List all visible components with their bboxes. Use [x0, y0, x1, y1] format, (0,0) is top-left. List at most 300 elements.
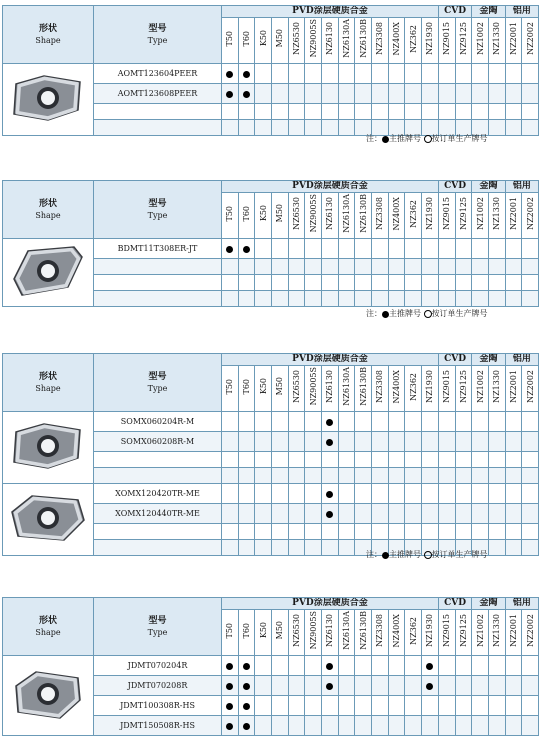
grade-table-2: [2, 180, 538, 307]
grade-cell-nz1002: [472, 412, 489, 432]
grade-cell-nz9015: [438, 656, 455, 676]
group-header-al: 铝用: [505, 354, 538, 366]
grade-cell-t60: [238, 656, 255, 676]
grade-table-1: [2, 5, 538, 136]
grade-cell-t50: [222, 468, 239, 484]
recommended-dot-icon: [243, 683, 250, 690]
grade-label: NZ6530: [292, 22, 302, 55]
grade-cell-nz9005s: [305, 412, 322, 432]
grade-cell-nz6530: [288, 412, 305, 432]
grade-header-k50: [255, 193, 272, 239]
grade-cell-nz6530: [288, 484, 305, 504]
note-recommended: 主推牌号: [389, 550, 421, 559]
grade-cell-t50: [222, 676, 239, 696]
grade-cell-nz6130a: [338, 64, 355, 84]
grade-cell-nz2002: [522, 84, 539, 104]
grade-cell-k50: [255, 104, 272, 120]
grade-header-nz362: [405, 18, 422, 64]
grade-header-nz6130: [322, 18, 339, 64]
grade-header-nz400x: [388, 366, 405, 412]
grade-cell-nz9005s: [305, 64, 322, 84]
type-cell: [94, 452, 222, 468]
type-cell: [94, 275, 222, 291]
grade-cell-nz362: [405, 452, 422, 468]
grade-cell-t50: [222, 239, 239, 259]
grade-cell-nz3308: [372, 504, 389, 524]
grade-cell-nz6130a: [338, 432, 355, 452]
grade-cell-nz362: [405, 84, 422, 104]
grade-cell-nz6130: [322, 468, 339, 484]
grade-cell-nz6130: [322, 291, 339, 307]
grade-cell-k50: [255, 120, 272, 136]
grade-header-t50: [222, 18, 239, 64]
grade-header-nz6130: [322, 610, 339, 656]
grade-cell-nz9015: [438, 504, 455, 524]
grade-label: NZ1930: [425, 197, 435, 230]
grade-header-nz6130b: [355, 610, 372, 656]
grade-header-nz6130: [322, 193, 339, 239]
grade-cell-nz1002: [472, 468, 489, 484]
grade-label: M50: [275, 29, 285, 48]
grade-cell-nz9125: [455, 64, 472, 84]
recommended-dot-icon: [243, 663, 250, 670]
type-cell: XOMX120420TR-ME: [94, 484, 222, 504]
type-cell: [94, 291, 222, 307]
grade-label: NZ1002: [475, 22, 485, 55]
grade-cell-nz2002: [522, 468, 539, 484]
grade-cell-nz1002: [472, 84, 489, 104]
grade-cell-nz6130b: [355, 432, 372, 452]
grade-cell-nz6130b: [355, 259, 372, 275]
grade-cell-nz9125: [455, 452, 472, 468]
grade-cell-nz6530: [288, 676, 305, 696]
grade-cell-nz3308: [372, 656, 389, 676]
grade-cell-nz6530: [288, 504, 305, 524]
grade-header-nz3308: [372, 193, 389, 239]
grade-cell-nz2002: [522, 656, 539, 676]
grade-cell-t60: [238, 432, 255, 452]
grade-cell-t50: [222, 656, 239, 676]
shape-header: [3, 598, 94, 656]
grade-cell-nz6130b: [355, 524, 372, 540]
recommended-dot-icon: [226, 663, 233, 670]
grade-cell-nz9015: [438, 484, 455, 504]
recommended-dot-icon: [326, 439, 333, 446]
grade-label: T50: [225, 205, 235, 222]
grade-cell-nz9015: [438, 696, 455, 716]
filled-dot-icon: [382, 311, 389, 318]
grade-header-nz2002: [522, 366, 539, 412]
grade-cell-nz6530: [288, 291, 305, 307]
grade-cell-nz400x: [388, 275, 405, 291]
grade-label: NZ3308: [375, 22, 385, 55]
grade-header-nz362: [405, 366, 422, 412]
grade-cell-nz9125: [455, 259, 472, 275]
grade-header-nz3308: [372, 610, 389, 656]
grade-cell-nz362: [405, 524, 422, 540]
grade-cell-nz6130: [322, 239, 339, 259]
grade-cell-nz2002: [522, 432, 539, 452]
grade-label: K50: [258, 378, 268, 395]
recommended-dot-icon: [326, 511, 333, 518]
grade-label: NZ9015: [442, 614, 452, 647]
grade-header-nz9125: [455, 193, 472, 239]
grade-cell-nz2002: [522, 259, 539, 275]
grade-cell-nz6130: [322, 656, 339, 676]
type-cell: [94, 104, 222, 120]
grade-label: NZ6130: [325, 370, 335, 403]
grade-cell-nz2001: [505, 696, 522, 716]
grade-cell-m50: [272, 259, 289, 275]
grade-header-t50: [222, 610, 239, 656]
grade-label: NZ9015: [442, 197, 452, 230]
legend-note: [366, 308, 488, 319]
group-header-pvd: PVD涂层硬质合金: [222, 354, 439, 366]
grade-header-nz362: [405, 610, 422, 656]
grade-cell-m50: [272, 104, 289, 120]
grade-header-nz6530: [288, 366, 305, 412]
grade-cell-nz6130a: [338, 468, 355, 484]
type-cell: XOMX120440TR-ME: [94, 504, 222, 524]
group-header-cermet: 金陶: [472, 598, 505, 610]
grade-cell-nz2002: [522, 540, 539, 556]
type-header: [94, 354, 222, 412]
grade-cell-t50: [222, 104, 239, 120]
grade-cell-nz9015: [438, 676, 455, 696]
grade-cell-nz6530: [288, 120, 305, 136]
grade-table-4: [2, 597, 538, 736]
grade-cell-nz1002: [472, 524, 489, 540]
grade-cell-k50: [255, 484, 272, 504]
grade-cell-nz1930: [422, 468, 439, 484]
grade-cell-nz1930: [422, 656, 439, 676]
grade-cell-m50: [272, 504, 289, 524]
grade-cell-nz1930: [422, 275, 439, 291]
grade-cell-nz6130b: [355, 275, 372, 291]
grade-cell-nz362: [405, 239, 422, 259]
grade-cell-nz6130: [322, 504, 339, 524]
grade-cell-m50: [272, 484, 289, 504]
grade-cell-nz6130a: [338, 412, 355, 432]
grade-cell-k50: [255, 468, 272, 484]
grade-cell-nz6130a: [338, 120, 355, 136]
type-cell: AOMT123604PEER: [94, 64, 222, 84]
grade-cell-nz6130a: [338, 259, 355, 275]
type-cell: [94, 120, 222, 136]
grade-cell-t60: [238, 239, 255, 259]
grade-label: NZ2002: [525, 370, 535, 403]
grade-label: NZ362: [408, 616, 418, 645]
type-cell: [94, 259, 222, 275]
grade-label: NZ6530: [292, 370, 302, 403]
type-header-en: Type: [147, 35, 168, 45]
grade-cell-nz3308: [372, 104, 389, 120]
grade-cell-nz6530: [288, 84, 305, 104]
grade-cell-t50: [222, 291, 239, 307]
grade-cell-nz9005s: [305, 504, 322, 524]
grade-cell-t60: [238, 676, 255, 696]
grade-label: NZ1002: [475, 614, 485, 647]
grade-cell-nz400x: [388, 239, 405, 259]
grade-header-nz9005s: [305, 18, 322, 64]
recommended-dot-icon: [426, 683, 433, 690]
type-cell: JDMT070204R: [94, 656, 222, 676]
shape-header-en: Shape: [35, 383, 61, 393]
grade-cell-k50: [255, 696, 272, 716]
grade-cell-nz2001: [505, 468, 522, 484]
grade-cell-nz2001: [505, 120, 522, 136]
grade-cell-nz9005s: [305, 120, 322, 136]
grade-cell-nz3308: [372, 291, 389, 307]
grade-label: NZ3308: [375, 197, 385, 230]
grade-header-t60: [238, 193, 255, 239]
grade-cell-k50: [255, 676, 272, 696]
grade-cell-nz6130: [322, 452, 339, 468]
grade-cell-k50: [255, 540, 272, 556]
grade-cell-nz9015: [438, 84, 455, 104]
grade-cell-nz2001: [505, 676, 522, 696]
grade-header-nz1930: [422, 193, 439, 239]
grade-cell-m50: [272, 432, 289, 452]
type-header-en: Type: [147, 627, 168, 637]
grade-label: NZ9015: [442, 22, 452, 55]
grade-header-nz3308: [372, 366, 389, 412]
grade-cell-t50: [222, 696, 239, 716]
grade-label: NZ6130: [325, 614, 335, 647]
grade-cell-nz400x: [388, 468, 405, 484]
note-prefix: 注：: [366, 134, 382, 143]
grade-label: NZ2001: [508, 22, 518, 55]
grade-cell-nz3308: [372, 412, 389, 432]
grade-cell-nz6130a: [338, 239, 355, 259]
group-header-cvd: CVD: [438, 6, 471, 18]
grade-cell-k50: [255, 291, 272, 307]
grade-cell-nz2001: [505, 452, 522, 468]
grade-cell-nz9125: [455, 676, 472, 696]
grade-cell-nz2002: [522, 524, 539, 540]
recommended-dot-icon: [326, 663, 333, 670]
grade-cell-nz9015: [438, 64, 455, 84]
group-header-pvd: PVD涂层硬质合金: [222, 181, 439, 193]
grade-label: NZ1930: [425, 614, 435, 647]
group-header-cermet: 金陶: [472, 6, 505, 18]
grade-header-nz1002: [472, 18, 489, 64]
grade-cell-nz6130: [322, 432, 339, 452]
grade-label: NZ6130A: [342, 367, 352, 406]
table-row: [3, 64, 539, 84]
grade-label: NZ9125: [458, 614, 468, 647]
grade-cell-nz1930: [422, 84, 439, 104]
shape-header: [3, 6, 94, 64]
grade-cell-nz6130a: [338, 104, 355, 120]
hollow-dot-icon: [424, 135, 432, 143]
type-cell: SOMX060204R-M: [94, 412, 222, 432]
bdmt-insert-icon: [8, 284, 88, 303]
grade-cell-nz9125: [455, 84, 472, 104]
grade-cell-nz9125: [455, 484, 472, 504]
grade-label: NZ1002: [475, 197, 485, 230]
grade-cell-m50: [272, 524, 289, 540]
grade-cell-t60: [238, 484, 255, 504]
grade-cell-nz1002: [472, 484, 489, 504]
grade-label: NZ6130: [325, 22, 335, 55]
grade-cell-nz9005s: [305, 259, 322, 275]
grade-label: NZ6130B: [358, 367, 368, 406]
group-header-al: 铝用: [505, 6, 538, 18]
grade-cell-t50: [222, 504, 239, 524]
grade-cell-nz362: [405, 696, 422, 716]
grade-header-nz9005s: [305, 193, 322, 239]
group-header-cermet: 金陶: [472, 181, 505, 193]
grade-header-k50: [255, 18, 272, 64]
grade-cell-nz1330: [488, 656, 505, 676]
grade-cell-nz6130: [322, 412, 339, 432]
grade-cell-t60: [238, 64, 255, 84]
grade-label: NZ9005S: [308, 367, 318, 406]
filled-dot-icon: [382, 552, 389, 559]
grade-cell-t50: [222, 64, 239, 84]
grade-cell-nz9005s: [305, 524, 322, 540]
grade-cell-nz400x: [388, 452, 405, 468]
grade-cell-nz3308: [372, 432, 389, 452]
grade-cell-nz1930: [422, 104, 439, 120]
grade-cell-nz2001: [505, 504, 522, 524]
grade-cell-nz1002: [472, 504, 489, 524]
grade-cell-nz3308: [372, 64, 389, 84]
legend-note: [366, 133, 488, 144]
grade-header-t50: [222, 366, 239, 412]
grade-cell-t50: [222, 432, 239, 452]
grade-header-nz6530: [288, 18, 305, 64]
grade-cell-nz362: [405, 468, 422, 484]
note-prefix: 注：: [366, 309, 382, 318]
grade-cell-k50: [255, 275, 272, 291]
grade-cell-nz2001: [505, 84, 522, 104]
grade-cell-nz6130b: [355, 676, 372, 696]
grade-cell-t60: [238, 120, 255, 136]
grade-cell-m50: [272, 412, 289, 432]
type-header-en: Type: [147, 210, 168, 220]
grade-cell-m50: [272, 696, 289, 716]
note-on-order: 按订单生产牌号: [431, 134, 488, 143]
grade-cell-k50: [255, 239, 272, 259]
group-header-cvd: CVD: [438, 598, 471, 610]
grade-label: NZ2002: [525, 614, 535, 647]
grade-header-nz2002: [522, 610, 539, 656]
grade-label: K50: [258, 30, 268, 47]
grade-label: NZ362: [408, 199, 418, 228]
grade-cell-nz9015: [438, 432, 455, 452]
grade-header-nz6130b: [355, 366, 372, 412]
grade-cell-m50: [272, 468, 289, 484]
grade-cell-m50: [272, 275, 289, 291]
grade-cell-nz6130a: [338, 696, 355, 716]
grade-label: T60: [242, 622, 251, 639]
grade-cell-nz3308: [372, 468, 389, 484]
type-cell: JDMT100308R-HS: [94, 696, 222, 716]
table-row: [3, 412, 539, 432]
grade-cell-nz9015: [438, 412, 455, 432]
filled-dot-icon: [382, 136, 389, 143]
group-header-al: 铝用: [505, 181, 538, 193]
grade-cell-t60: [238, 524, 255, 540]
grade-cell-k50: [255, 259, 272, 275]
grade-header-t60: [238, 610, 255, 656]
grade-header-nz9005s: [305, 366, 322, 412]
grade-cell-nz1002: [472, 291, 489, 307]
grade-cell-nz362: [405, 259, 422, 275]
hollow-dot-icon: [424, 551, 432, 559]
grade-cell-nz362: [405, 64, 422, 84]
grade-header-m50: [272, 610, 289, 656]
grade-cell-nz1330: [488, 291, 505, 307]
grade-cell-nz400x: [388, 432, 405, 452]
grade-cell-k50: [255, 432, 272, 452]
grade-cell-nz6130b: [355, 656, 372, 676]
grade-cell-t50: [222, 540, 239, 556]
grade-cell-t60: [238, 84, 255, 104]
grade-cell-nz6130a: [338, 524, 355, 540]
type-cell: SOMX060208R-M: [94, 432, 222, 452]
grade-label: T60: [242, 205, 251, 222]
grade-label: NZ6130A: [342, 611, 352, 650]
recommended-dot-icon: [243, 91, 250, 98]
type-header: [94, 6, 222, 64]
grade-cell-nz9005s: [305, 275, 322, 291]
grade-label: NZ2002: [525, 22, 535, 55]
shape-cell: [3, 656, 94, 736]
grade-cell-nz1330: [488, 64, 505, 84]
grade-label: NZ1330: [492, 614, 502, 647]
grade-cell-nz3308: [372, 696, 389, 716]
grade-cell-nz6530: [288, 275, 305, 291]
grade-cell-nz6530: [288, 104, 305, 120]
grade-label: T60: [242, 378, 251, 395]
grade-cell-nz2002: [522, 504, 539, 524]
group-header-cvd: CVD: [438, 354, 471, 366]
type-header-cn: 型号: [148, 371, 167, 382]
note-recommended: 主推牌号: [389, 309, 421, 318]
grade-cell-nz362: [405, 412, 422, 432]
grade-label: NZ2002: [525, 197, 535, 230]
type-header: [94, 181, 222, 239]
group-header-pvd: PVD涂层硬质合金: [222, 6, 439, 18]
grade-label: NZ6130B: [358, 19, 368, 58]
grade-cell-nz6130: [322, 64, 339, 84]
grade-cell-nz6530: [288, 656, 305, 676]
grade-label: NZ400X: [392, 21, 402, 56]
grade-cell-nz400x: [388, 64, 405, 84]
grade-cell-nz6130: [322, 540, 339, 556]
note-prefix: 注：: [366, 550, 382, 559]
grade-header-nz6130a: [338, 193, 355, 239]
grade-cell-nz2002: [522, 412, 539, 432]
grade-cell-nz1930: [422, 524, 439, 540]
grade-cell-nz6130b: [355, 696, 372, 716]
grade-cell-nz6130a: [338, 291, 355, 307]
grade-cell-t50: [222, 524, 239, 540]
grade-cell-nz6130a: [338, 656, 355, 676]
shape-header-cn: 形状: [38, 615, 57, 626]
grade-cell-nz9125: [455, 104, 472, 120]
grade-cell-nz2002: [522, 484, 539, 504]
grade-cell-nz1330: [488, 540, 505, 556]
type-header-cn: 型号: [148, 23, 167, 34]
grade-cell-nz6130b: [355, 64, 372, 84]
grade-cell-nz1002: [472, 275, 489, 291]
grade-cell-k50: [255, 524, 272, 540]
grade-cell-nz1002: [472, 676, 489, 696]
